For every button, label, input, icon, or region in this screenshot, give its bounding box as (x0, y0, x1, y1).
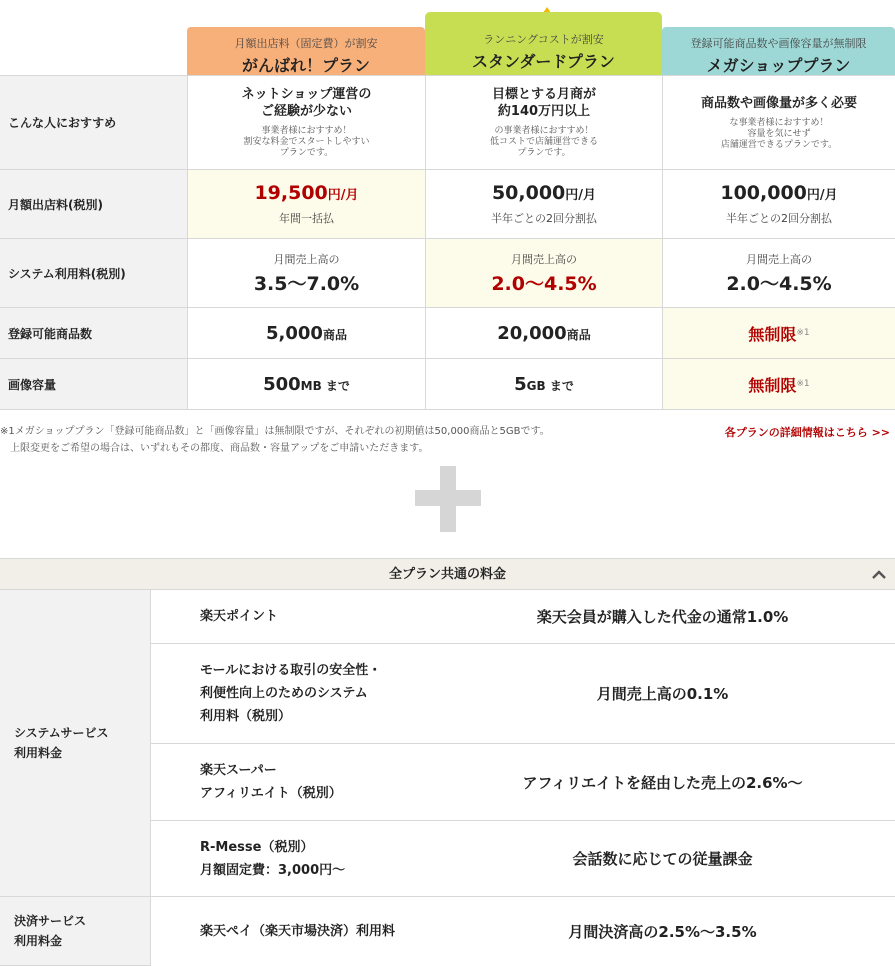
cell-items-ganbare (187, 308, 425, 359)
fee-value: 楽天会員が購入した代金の通常1.0% (536, 608, 789, 626)
cell-recommend-megashop (662, 76, 895, 170)
plan-name: メガショッププラン (706, 56, 851, 75)
plan-details-link[interactable]: 各プランの詳細情報はこちら >> (724, 426, 890, 439)
recommend-title: 目標とする月商が 約140万円以上 (491, 87, 596, 119)
plan-header-ganbare (187, 27, 425, 75)
plan-name: がんばれ！プラン (241, 56, 370, 75)
image-capacity-value: 5GB まで (514, 373, 574, 395)
common-fees-header[interactable] (0, 558, 895, 590)
plan-subtitle: ランニングコストが割安 (483, 33, 604, 46)
footnote-line-2: 上限変更をご希望の場合は、いずれもその都度、商品数・容量アップをご申請いただきます。 (10, 443, 429, 454)
plus-icon-horizontal (415, 490, 481, 506)
monthly-price: 50,000円/月 (491, 182, 597, 204)
plan-header-megashop (662, 27, 895, 75)
fee-item: 楽天ポイント (200, 609, 279, 624)
item-count-unlimited: 無制限$^{※1}$ (748, 324, 810, 344)
fee-item: 楽天スーパー アフィリエイト（税別） (200, 763, 342, 801)
fee-item: モールにおける取引の安全性・ 利便性向上のためのシステム 利用料（税別） (200, 663, 382, 724)
monthly-payment-note: 半年ごとの2回分割払 (491, 212, 597, 225)
plan-header-standard (425, 12, 662, 75)
fee-divider (150, 590, 151, 966)
fee-item: 楽天ペイ（楽天市場決済）利用料 (200, 924, 396, 939)
recommend-desc: の事業者様におすすめ！ 低コストで店舗運営できる プランです。 (489, 126, 598, 158)
row-label-image-capacity: 画像容量 (0, 359, 187, 410)
cell-images-ganbare (187, 359, 425, 410)
cell-images-standard (425, 359, 662, 410)
system-fee-rate: 2.0〜4.5% (491, 272, 597, 295)
cell-system-megashop (662, 239, 895, 308)
row-label-item-count: 登録可能商品数 (0, 308, 187, 359)
cell-monthly-megashop (662, 170, 895, 239)
recommend-desc: 事業者様におすすめ！ 割安な料金でスタートしやすい プランです。 (243, 126, 370, 158)
recommend-title: 商品数や画像量が多く必要 (700, 95, 857, 111)
fee-value: 会話数に応じての従量課金 (572, 850, 753, 868)
monthly-payment-note: 半年ごとの2回分割払 (726, 212, 832, 225)
fee-value: 月間決済高の2.5%〜3.5% (568, 923, 757, 941)
cell-monthly-standard (425, 170, 662, 239)
common-fees-title: 全プラン共通の料金 (388, 567, 506, 582)
system-fee-prefix: 月間売上高の (511, 252, 577, 266)
chevron-up-icon[interactable] (871, 567, 887, 583)
group-label-system-service: システムサービス 利用料金 (0, 590, 150, 897)
cell-recommend-standard (425, 76, 662, 170)
item-count-value: 20,000商品 (497, 322, 591, 344)
row-label-system-fee: システム利用料(税別) (0, 239, 187, 308)
monthly-payment-note: 年間一括払 (279, 212, 334, 225)
monthly-price: 100,000円/月 (720, 182, 838, 204)
plan-name: スタンダードプラン (472, 52, 615, 71)
system-fee-prefix: 月間売上高の (273, 252, 340, 266)
system-fee-rate: 2.0〜4.5% (726, 272, 832, 295)
monthly-price: 19,500円/月 (254, 182, 359, 204)
cell-recommend-ganbare (187, 76, 425, 170)
fee-value: 月間売上高の0.1% (596, 685, 729, 703)
footnote-line-1: ※1メガショッププラン「登録可能商品数」と「画像容量」は無制限ですが、それぞれの初期値は50,000商品と5GBです。 (0, 426, 550, 437)
cell-monthly-ganbare (187, 170, 425, 239)
cell-images-megashop (662, 359, 895, 410)
fee-row-r-messe (150, 821, 895, 897)
item-count-value: 5,000商品 (266, 322, 347, 344)
fee-row-mall-system (150, 644, 895, 744)
fee-item: R-Messe（税別） 月額固定費：3,000円〜 (200, 839, 346, 878)
system-fee-prefix: 月間売上高の (746, 252, 812, 266)
plan-subtitle: 月額出店料（固定費）が割安 (234, 37, 378, 50)
system-fee-rate: 3.5〜7.0% (253, 272, 360, 295)
group-label-payment-service: 決済サービス 利用料金 (0, 897, 150, 966)
cell-items-megashop (662, 308, 895, 359)
row-label-monthly-fee: 月額出店料(税別) (0, 170, 187, 239)
plan-subtitle: 登録可能商品数や画像容量が無制限 (690, 37, 867, 50)
fee-value: アフィリエイトを経由した売上の2.6%〜 (522, 773, 803, 792)
recommend-desc: な事業者様におすすめ！ 容量を気にせず 店舗運営できるプランです。 (720, 117, 838, 150)
footnote (0, 423, 550, 457)
image-capacity-value: 500MB まで (263, 373, 350, 395)
image-capacity-unlimited: 無制限$^{※1}$ (748, 375, 810, 395)
cell-system-ganbare (187, 239, 425, 308)
cell-items-standard (425, 308, 662, 359)
row-label-recommend: こんな人におすすめ (0, 76, 187, 170)
fee-row-rakuten-point (150, 590, 895, 644)
cell-system-standard (425, 239, 662, 308)
fee-row-affiliate (150, 744, 895, 821)
recommend-title: ネットショップ運営の ご経験が少ない (241, 87, 372, 119)
fee-row-rakuten-pay (150, 897, 895, 966)
